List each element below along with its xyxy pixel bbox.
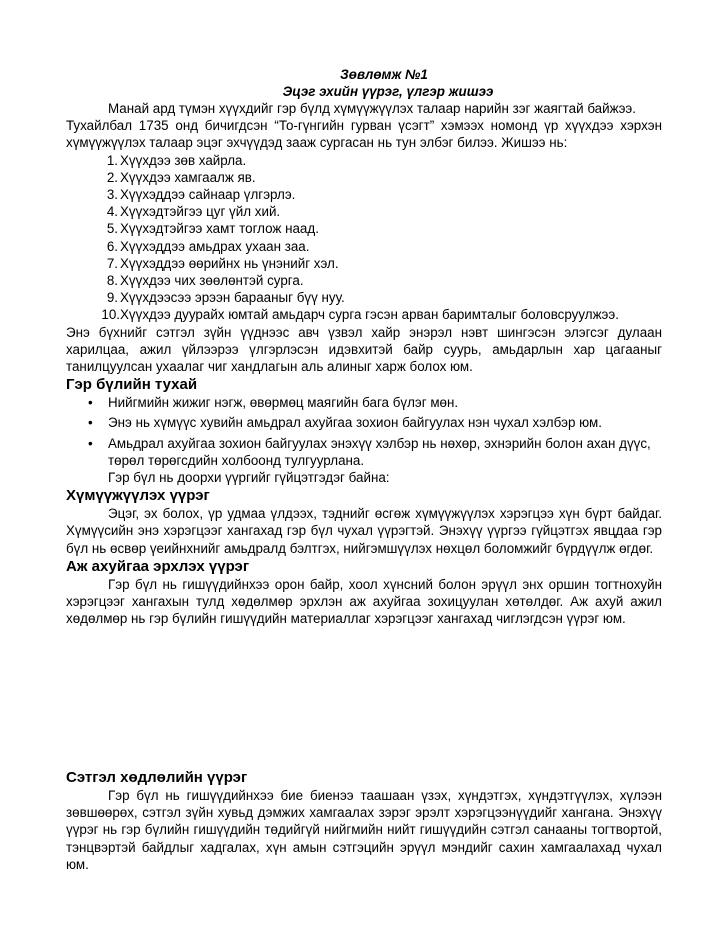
main-text-flow [66,100,662,627]
list-item [66,238,662,255]
list-item [66,272,662,289]
list-number: 5. [106,221,118,237]
bullet-item [66,435,662,469]
list-number: 2. [106,169,118,185]
document-title: Зөвлөмж №1 [340,67,428,82]
emotional-section [66,768,662,873]
list-item [66,186,662,203]
bullet-item [66,394,662,411]
list-item-text: Хүүхдээ чих зөөлөнтэй сурга. [120,273,304,289]
title-block [0,66,728,100]
emotional-paragraph: Гэр бүл нь гишүүдийнхээ бие биенээ таашаан үзэх, хүндэтгэх, хүндэтгүүлэх, хүлээн зөвшөөрөх, сэтгэл зүйн хувьд дэмжих хамгаалах зэрэг эрэлт хэрэгцээнүүдийг хангана. Энэхүү үүрэг нь гэр бүлийн гишүүдийн төдийгүй нийгмийн нийт гишүүдийн сэтгэл санааны тогтвортой, тэнцвэртэй байдлыг хадгалах, хүн амын сэтгэцийн эрүүл мэндийг сахин хамгаалахад чухал юм. [66,788,662,872]
advice-list [66,152,662,324]
list-number: 4. [106,204,118,220]
list-item-text: Хүүхэдтэйгээ цуг үйл хий. [120,204,281,220]
bullet-text: Нийгмийн жижиг нэгж, өвөрмөц маягийн бага бүлэг мөн. [108,395,459,411]
bullet-text: Амьдрал ахуйгаа зохион байгуулах энэхүү хэлбэр нь нөхөр, эхнэрийн болон ахан дүүс, төрөл төрөгсдийн холбоонд тулгуурлана. [108,435,651,468]
list-item [66,152,662,169]
list-number: 3. [106,187,118,203]
list-number: 7. [106,255,118,271]
list-item-text: Хүүхэддээ амьдрах ухаан заа. [120,238,310,254]
document-subtitle: Эцэг эхийн үүрэг, үлгэр жишээ [282,84,494,99]
bullet-icon: • [88,415,93,431]
upbringing-paragraph: Эцэг, эх болох, үр удмаа үлдээх, тэднийг өсгөж хүмүүжүүлэх хэрэгцээ хүн бүрт байдаг. Хүмүүсийн энэ хэрэгцээг хангахад гэр бүл чухал үүрэгтэй. Энэхүү үүргээ гүйцэтгэх явцдаа гэр бүл нь өсвөр үеийнхнийг амьдралд бэлтгэх, нийгэмшүүлэх нөхцөл боломжийг бүрдүүлж өгдөг. [66,506,662,556]
list-item [66,220,662,237]
bullet-item [66,414,662,431]
section-heading-upbringing: Хүмүүжүүлэх үүрэг [66,487,210,505]
list-item-text: Хүүхдээ зөв хайрла. [120,152,247,168]
list-number: 10. [101,307,120,323]
list-item-text: Хүүхдээсээ эрээн барааныг бүү нуу. [120,290,345,306]
list-item-text: Хүүхэддээ өөрийнх нь үнэнийг хэл. [120,255,339,271]
bullet-icon: • [88,395,93,411]
bullet-icon: • [88,435,93,451]
summary-paragraph: Энэ бүхнийг сэтгэл зүйн үүднээс авч үзвэл хайр энэрэл нэвт шингэсэн элэгсэг дулаан харилцаа, ажил үйлээрээ үлгэрлэсэн идэвхитэй байр суурь, амьдарлын хар цагааныг танилцуулсан ухаалаг чиг хандлагын аль алиныг харж болох юм. [66,324,662,375]
household-paragraph: Гэр бүл нь гишүүдийнхээ орон байр, хоол хүнсний болон эрүүл энх оршин тогтнохуйн хэрэгцээг хангахын тулд хөдөлмөр эрхлэн аж ахуйгаа зохицуулан хөтөлдөг. Аж ахуй ажил хөдөлмөр нь гэр бүлийн гишүүдийн материаллаг хэрэгцээг хангахад чиглэгдсэн үүрэг юм. [66,576,662,627]
section-heading-emotional: Сэтгэл хөдлөлийн үүрэг [66,769,248,786]
list-item-text: Хүүхэддээ сайнаар үлгэрлэ. [120,187,296,203]
list-item [66,169,662,186]
list-number: 1. [106,152,118,168]
list-number: 9. [106,290,118,306]
intro-paragraph-1: Манай ард түмэн хүүхдийг гэр бүлд хүмүүжүүлэх талаар нарийн зэг жаягтай байжээ. [108,101,636,116]
list-item [66,289,662,306]
bullet-text: Энэ нь хүмүүс хувийн амьдрал ахуйгаа зохион байгуулах нэн чухал хэлбэр юм. [108,415,602,431]
family-functions-intro: Гэр бүл нь доорхи үүргийг гүйцэтгэдэг байна: [108,470,390,486]
list-item-text: Хүүхдээ дуурайх юмтай амьдарч сурга гэсэн арван баримталыг боловсруулжээ. [120,307,619,323]
section-heading-household: Аж ахуйгаа эрхлэх үүрэг [66,557,250,575]
list-item-text: Хүүхэдтэйгээ хамт тоглож наад. [120,221,319,237]
list-item-text: Хүүхдээ хамгаалж яв. [120,169,256,185]
list-item [66,306,662,323]
list-item [66,255,662,272]
family-bullet-list [66,394,662,469]
section-heading-family: Гэр бүлийн тухай [66,376,198,394]
intro-paragraph-2: Тухайлбал 1735 онд бичигдсэн “То-гүнгийн гурван үсэгт” хэмээх номонд үр хүүхдээ хэрхэн хүмүүжүүлэх талаар эцэг эхчүүдэд зааж сургасан нь тун элбэг билээ. Жишээ нь: [66,118,662,151]
list-number: 8. [106,273,118,289]
list-number: 6. [106,238,118,254]
list-item [66,203,662,220]
